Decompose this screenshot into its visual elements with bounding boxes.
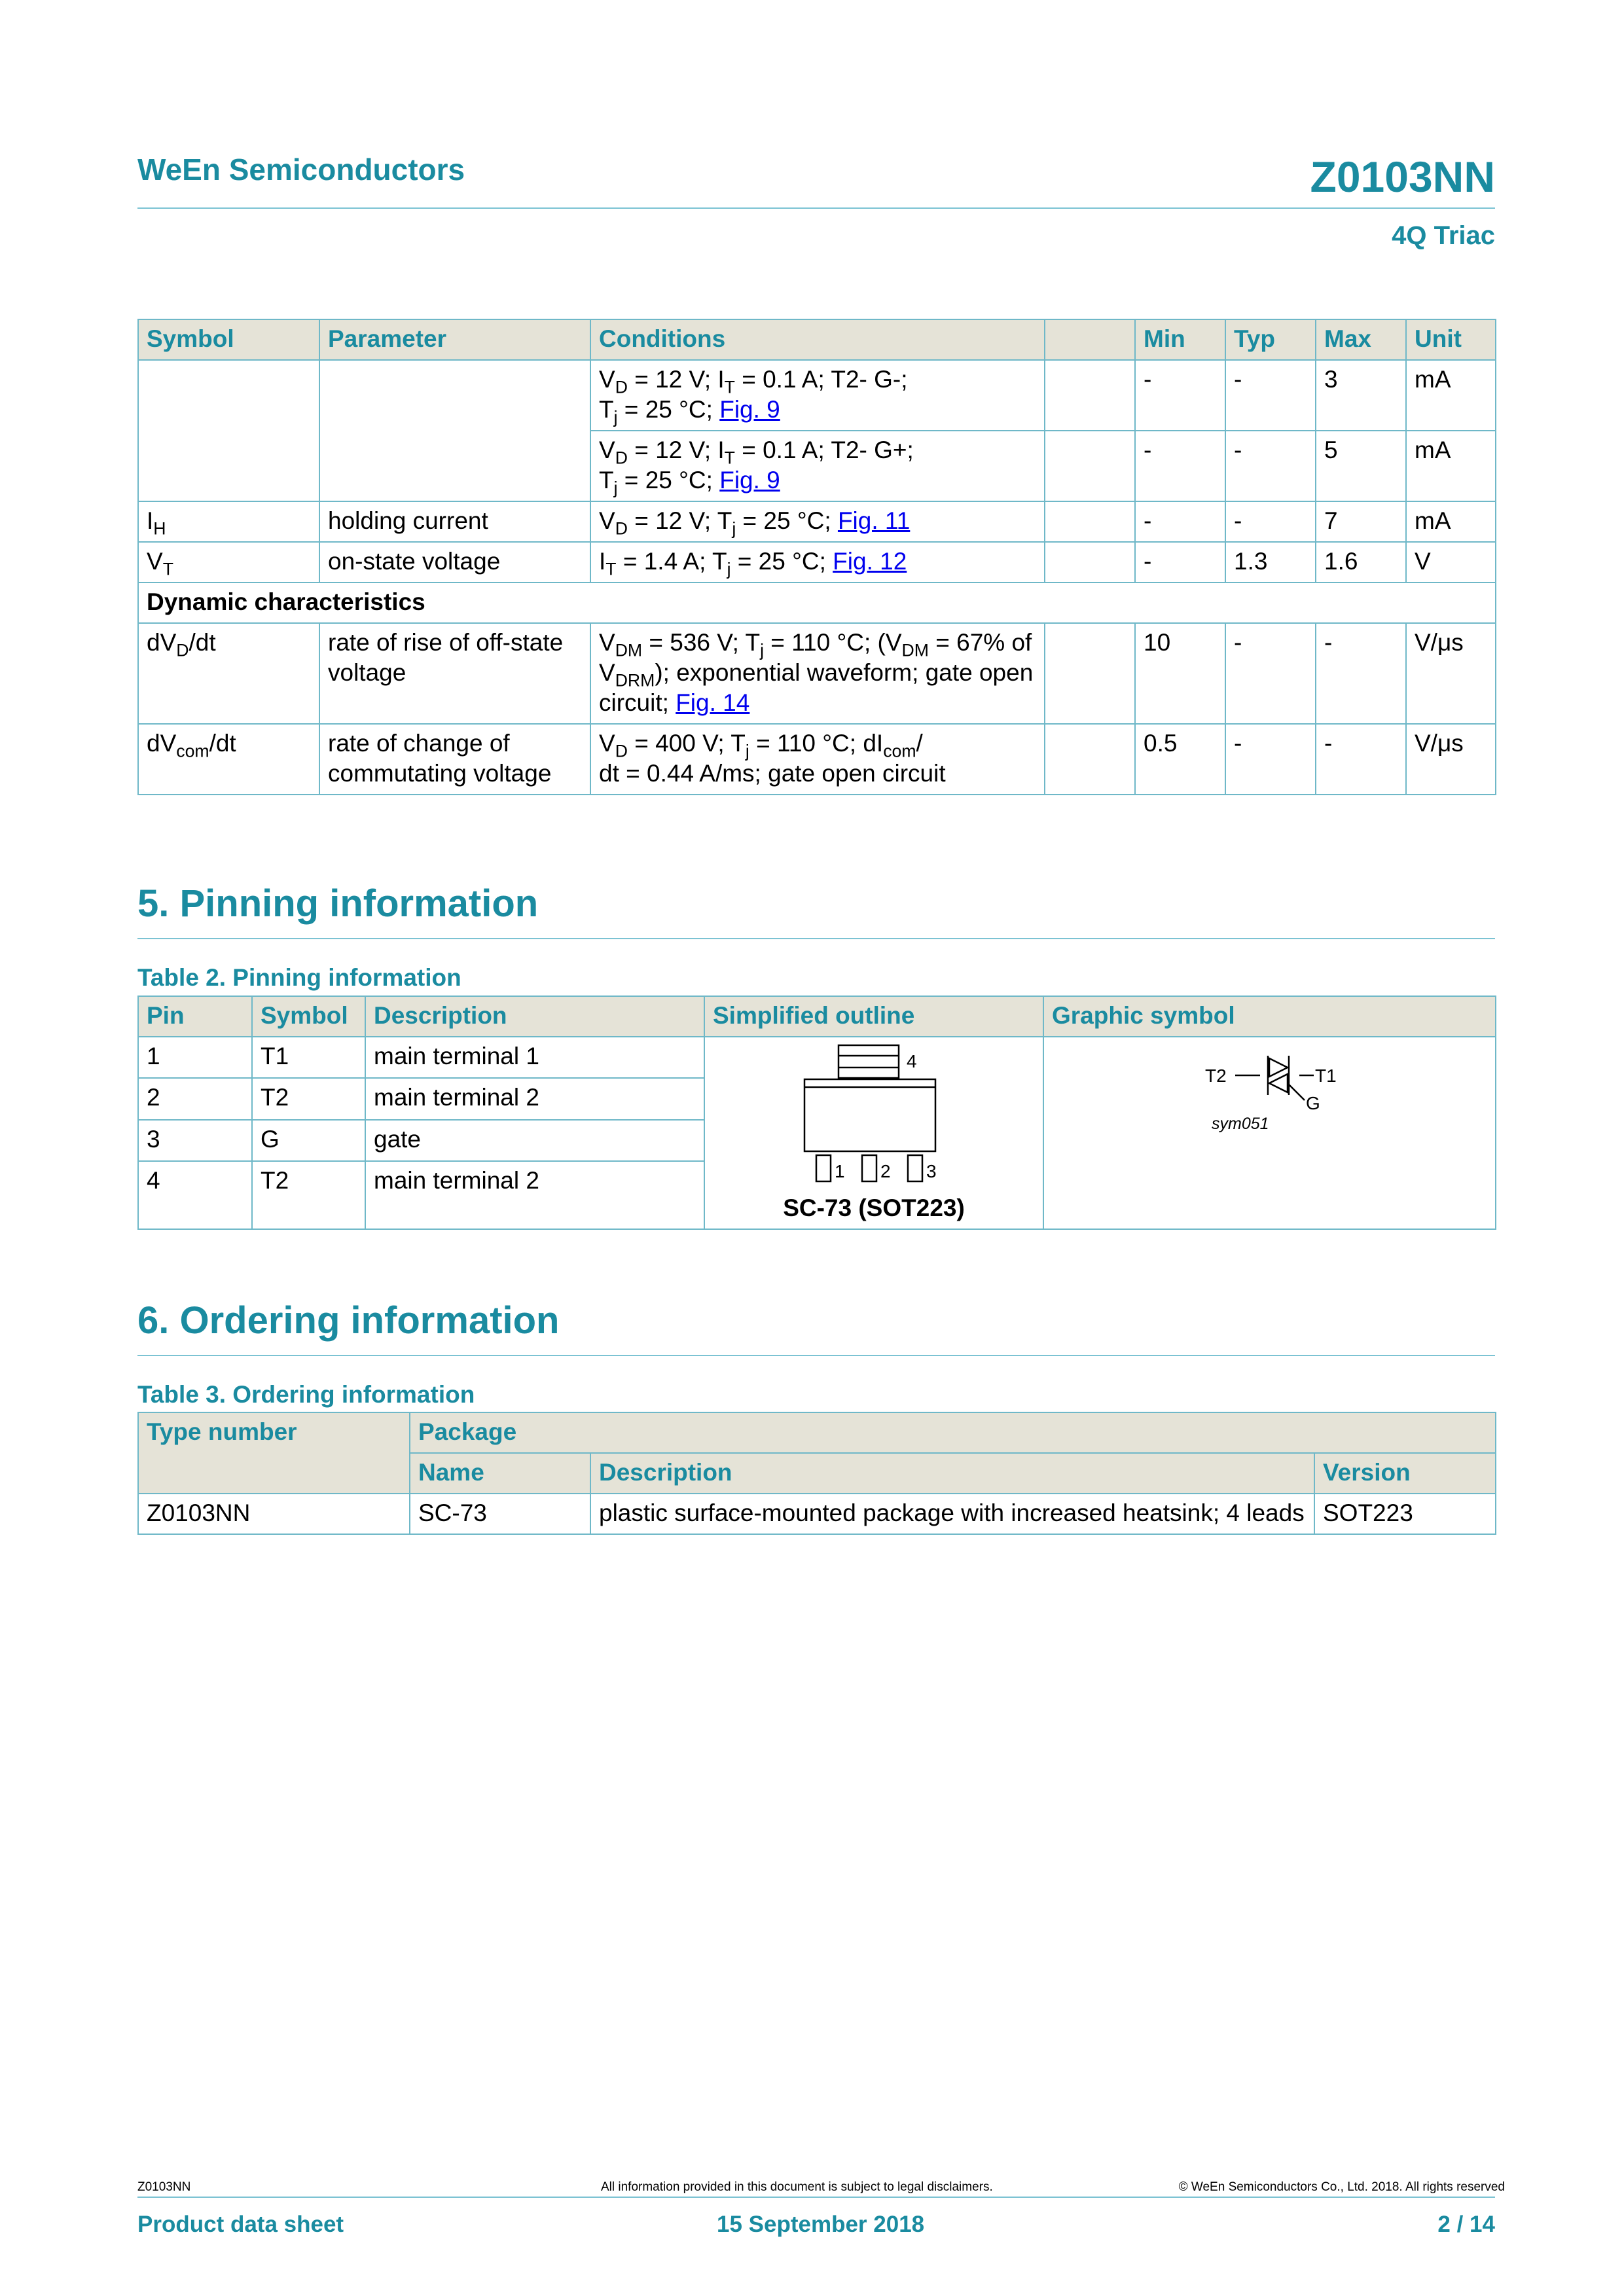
cell-pin: 1 <box>138 1037 252 1078</box>
section-title-pinning: 5. Pinning information <box>137 882 539 925</box>
characteristics-table <box>137 319 1496 795</box>
tab-outline <box>839 1045 899 1078</box>
fig-9-link[interactable]: Fig. 9 <box>719 467 780 493</box>
cell-package-version: SOT223 <box>1314 1494 1496 1534</box>
cell-blank <box>1045 360 1135 431</box>
table-header-row <box>138 319 1496 360</box>
cell-parameter-empty <box>319 360 590 501</box>
cell-blank <box>1045 724 1135 795</box>
table-caption-pinning: Table 2. Pinning information <box>137 964 461 991</box>
cell-description: main terminal 2 <box>365 1078 704 1119</box>
cell-unit: V/μs <box>1406 724 1496 795</box>
table-row <box>138 360 1496 431</box>
cell-conditions: $V_{DM} = 536$ V; $T_j = 110$ °C; ($V_{DM} = 67\%$ of $V_{DRM}$); exponential waveform; gate open circuit; Fig. 14 <box>590 623 1045 724</box>
col-header-typ: Typ <box>1225 319 1316 360</box>
table-row <box>138 1494 1496 1534</box>
table-header-row <box>138 996 1496 1037</box>
cell-symbol: $I_H$ <box>138 501 319 542</box>
section-divider <box>137 938 1495 939</box>
cell-conditions: $V_D = 12$ V; $T_j = 25$ °C; Fig. 11 <box>590 501 1045 542</box>
body-outline <box>804 1079 935 1151</box>
footer-divider <box>137 2197 1495 2198</box>
col-header-graphic-symbol: Graphic symbol <box>1043 996 1496 1037</box>
cell-conditions: $I_T = 1.4$ A; $T_j = 25$ °C; Fig. 12 <box>590 542 1045 583</box>
cell-typ: - <box>1225 724 1316 795</box>
terminal-t2-label: T2 <box>1205 1066 1227 1086</box>
cell-parameter: rate of change of commutating voltage <box>319 724 590 795</box>
footer-doc-id: Z0103NN <box>137 2180 191 2194</box>
col-header-simplified-outline: Simplified outline <box>704 996 1043 1037</box>
cell-symbol: T1 <box>252 1037 365 1078</box>
cell-symbol: G <box>252 1120 365 1161</box>
cell-parameter: rate of rise of off-state voltage <box>319 623 590 724</box>
cell-symbol: T2 <box>252 1161 365 1229</box>
cell-min: - <box>1135 542 1225 583</box>
cell-blank <box>1045 431 1135 501</box>
table-row <box>138 1037 1496 1078</box>
cell-pin: 3 <box>138 1120 252 1161</box>
lead-2-outline <box>862 1155 876 1181</box>
fig-12-link[interactable]: Fig. 12 <box>833 548 907 575</box>
company-name: WeEn Semiconductors <box>137 152 465 187</box>
table-section-row <box>138 583 1496 623</box>
col-header-symbol: Symbol <box>138 319 319 360</box>
cell-max: - <box>1316 724 1406 795</box>
footer-copyright: © WeEn Semiconductors Co., Ltd. 2018. All rights reserved <box>1178 2180 1505 2194</box>
package-caption: SC-73 (SOT223) <box>783 1194 965 1221</box>
cell-pin: 4 <box>138 1161 252 1229</box>
table-row <box>138 501 1496 542</box>
cell-description: gate <box>365 1120 704 1161</box>
cell-max: 1.6 <box>1316 542 1406 583</box>
col-header-description: Description <box>365 996 704 1037</box>
col-header-max: Max <box>1316 319 1406 360</box>
footer-doc-type: Product data sheet <box>137 2212 344 2237</box>
lead-1-outline <box>816 1155 831 1181</box>
table-row <box>138 623 1496 724</box>
lead-3-outline <box>908 1155 922 1181</box>
table-row <box>138 724 1496 795</box>
cell-parameter: holding current <box>319 501 590 542</box>
footer-page-number: 2 / 14 <box>1437 2212 1495 2237</box>
symbol-reference-label: sym051 <box>1212 1115 1269 1133</box>
cell-max: 3 <box>1316 360 1406 431</box>
cell-unit: mA <box>1406 501 1496 542</box>
cell-min: 0.5 <box>1135 724 1225 795</box>
pin-1-label: 1 <box>835 1161 845 1181</box>
cell-blank <box>1045 501 1135 542</box>
cell-min: - <box>1135 501 1225 542</box>
document-subtitle: 4Q Triac <box>1392 221 1495 250</box>
col-header-package: Package <box>410 1412 1496 1453</box>
pin-3-label: 3 <box>926 1161 937 1181</box>
cell-max: 7 <box>1316 501 1406 542</box>
section-divider <box>137 1355 1495 1356</box>
cell-symbol: $dV_D/dt$ <box>138 623 319 724</box>
simplified-outline-cell <box>704 1037 1043 1229</box>
document-id: Z0103NN <box>1310 152 1495 201</box>
pin-2-label: 2 <box>880 1161 891 1181</box>
pin-4-label: 4 <box>907 1051 917 1071</box>
cell-conditions: $V_D = 12$ V; $I_T = 0.1$ A; T2- G+; $T_j = 25$ °C; Fig. 9 <box>590 431 1045 501</box>
cell-symbol: $dV_{com}/dt$ <box>138 724 319 795</box>
cell-pin: 2 <box>138 1078 252 1119</box>
cell-typ: - <box>1225 360 1316 431</box>
cell-typ: 1.3 <box>1225 542 1316 583</box>
cell-typ: - <box>1225 501 1316 542</box>
table-header-row <box>138 1412 1496 1453</box>
dynamic-characteristics-heading: Dynamic characteristics <box>138 583 1496 623</box>
col-header-conditions: Conditions <box>590 319 1045 360</box>
col-header-description: Description <box>590 1453 1314 1494</box>
footer-date: 15 September 2018 <box>717 2212 925 2237</box>
cell-typ: - <box>1225 623 1316 724</box>
cell-conditions: $V_D = 12$ V; $I_T = 0.1$ A; T2- G-; $T_j = 25$ °C; Fig. 9 <box>590 360 1045 431</box>
table-caption-ordering: Table 3. Ordering information <box>137 1381 475 1408</box>
col-header-unit: Unit <box>1406 319 1496 360</box>
cell-blank <box>1045 623 1135 724</box>
cell-package-description: plastic surface-mounted package with increased heatsink; 4 leads <box>590 1494 1314 1534</box>
fig-9-link[interactable]: Fig. 9 <box>719 396 780 423</box>
footer-legal-notice: All information provided in this document is subject to legal disclaimers. <box>601 2180 993 2194</box>
fig-11-link[interactable]: Fig. 11 <box>837 507 911 534</box>
cell-blank <box>1045 542 1135 583</box>
table-row <box>138 542 1496 583</box>
col-header-name: Name <box>410 1453 590 1494</box>
sot223-outline-drawing <box>705 1041 1043 1198</box>
cell-min: - <box>1135 431 1225 501</box>
col-header-version: Version <box>1314 1453 1496 1494</box>
col-header-min: Min <box>1135 319 1225 360</box>
cell-description: main terminal 2 <box>365 1161 704 1229</box>
cell-symbol: T2 <box>252 1078 365 1119</box>
cell-unit: mA <box>1406 431 1496 501</box>
triac-symbol-drawing <box>1044 1037 1496 1142</box>
pinning-table <box>137 996 1496 1230</box>
cell-conditions: $V_D = 400$ V; $T_j = 110$ °C; $dI_{com}/$ dt = 0.44 A/ms; gate open circuit <box>590 724 1045 795</box>
cell-max: 5 <box>1316 431 1406 501</box>
terminal-t1-label: T1 <box>1315 1066 1337 1086</box>
col-header-parameter: Parameter <box>319 319 590 360</box>
cell-symbol-empty <box>138 360 319 501</box>
cell-description: main terminal 1 <box>365 1037 704 1078</box>
cell-min: 10 <box>1135 623 1225 724</box>
fig-14-link[interactable]: Fig. 14 <box>676 689 750 716</box>
cell-package-name: SC-73 <box>410 1494 590 1534</box>
section-title-ordering: 6. Ordering information <box>137 1299 560 1342</box>
cell-parameter: on-state voltage <box>319 542 590 583</box>
ordering-table <box>137 1412 1496 1535</box>
cell-unit: V/μs <box>1406 623 1496 724</box>
cell-typ: - <box>1225 431 1316 501</box>
cell-symbol: $V_T$ <box>138 542 319 583</box>
col-header-symbol: Symbol <box>252 996 365 1037</box>
cell-unit: mA <box>1406 360 1496 431</box>
col-header-blank <box>1045 319 1135 360</box>
col-header-pin: Pin <box>138 996 252 1037</box>
gate-g-label: G <box>1306 1093 1320 1113</box>
cell-unit: V <box>1406 542 1496 583</box>
cell-type-number: Z0103NN <box>138 1494 410 1534</box>
graphic-symbol-cell <box>1043 1037 1496 1229</box>
cell-max: - <box>1316 623 1406 724</box>
header-divider <box>137 207 1495 209</box>
cell-min: - <box>1135 360 1225 431</box>
col-header-type-number: Type number <box>138 1412 410 1494</box>
